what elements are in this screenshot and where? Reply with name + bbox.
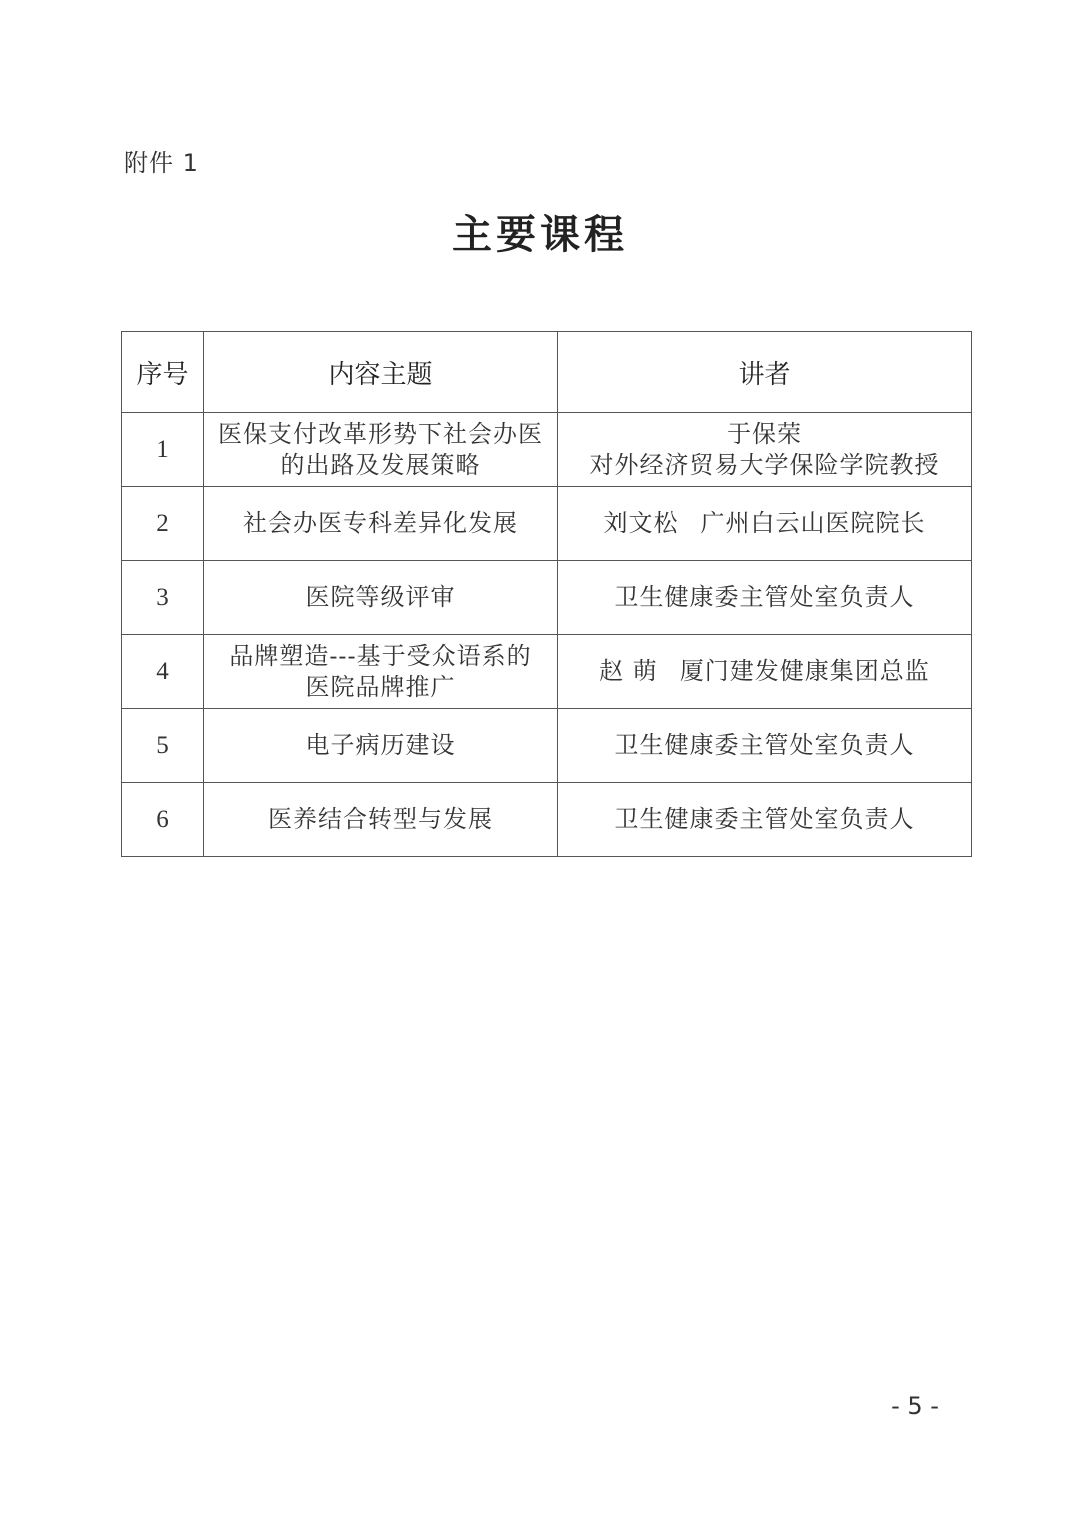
speaker-cell xyxy=(558,487,972,561)
column-header-topic: 内容主题 xyxy=(204,332,558,413)
topic-line: 医保支付改革形势下社会办医 xyxy=(218,419,543,448)
table-row xyxy=(122,487,972,561)
speaker-name: 赵 萌 xyxy=(599,657,658,685)
table-row xyxy=(122,783,972,857)
speaker-cell xyxy=(558,635,972,709)
row-number: 3 xyxy=(122,561,204,635)
table-header-row xyxy=(122,332,972,413)
table-row xyxy=(122,635,972,709)
topic-line: 电子病历建设 xyxy=(305,731,456,759)
topic-line: 医养结合转型与发展 xyxy=(268,805,493,833)
topic-cell xyxy=(204,487,558,561)
row-number: 2 xyxy=(122,487,204,561)
topic-line: 品牌塑造---基于受众语系的 xyxy=(229,641,532,670)
column-header-speaker: 讲者 xyxy=(558,332,972,413)
row-number: 6 xyxy=(122,783,204,857)
topic-line: 医院品牌推广 xyxy=(305,672,456,701)
speaker-name: 于保荣 xyxy=(727,419,802,448)
page-title: 主要课程 xyxy=(452,211,628,258)
column-header-no: 序号 xyxy=(122,332,204,413)
topic-line: 社会办医专科差异化发展 xyxy=(243,509,518,537)
courses-table xyxy=(121,331,972,857)
page-number: - 5 - xyxy=(891,1392,939,1420)
topic-cell xyxy=(204,709,558,783)
row-number: 5 xyxy=(122,709,204,783)
speaker-cell xyxy=(558,709,972,783)
speaker-title: 卫生健康委主管处室负责人 xyxy=(614,805,915,833)
speaker-title: 卫生健康委主管处室负责人 xyxy=(614,583,915,611)
speaker-cell xyxy=(558,413,972,487)
table-row xyxy=(122,413,972,487)
topic-line: 医院等级评审 xyxy=(305,583,456,611)
speaker-cell xyxy=(558,561,972,635)
topic-cell xyxy=(204,783,558,857)
row-number: 4 xyxy=(122,635,204,709)
speaker-title: 卫生健康委主管处室负责人 xyxy=(614,731,915,759)
speaker-title: 广州白云山医院院长 xyxy=(700,509,926,537)
table-row xyxy=(122,709,972,783)
speaker-title: 对外经济贸易大学保险学院教授 xyxy=(589,450,940,479)
topic-cell xyxy=(204,635,558,709)
speaker-name: 刘文松 xyxy=(603,509,679,537)
topic-cell xyxy=(204,561,558,635)
speaker-title: 厦门建发健康集团总监 xyxy=(679,657,930,685)
topic-line: 的出路及发展策略 xyxy=(280,450,481,479)
attachment-label: 附件 1 xyxy=(124,149,199,177)
row-number: 1 xyxy=(122,413,204,487)
topic-cell xyxy=(204,413,558,487)
speaker-cell xyxy=(558,783,972,857)
table-row xyxy=(122,561,972,635)
